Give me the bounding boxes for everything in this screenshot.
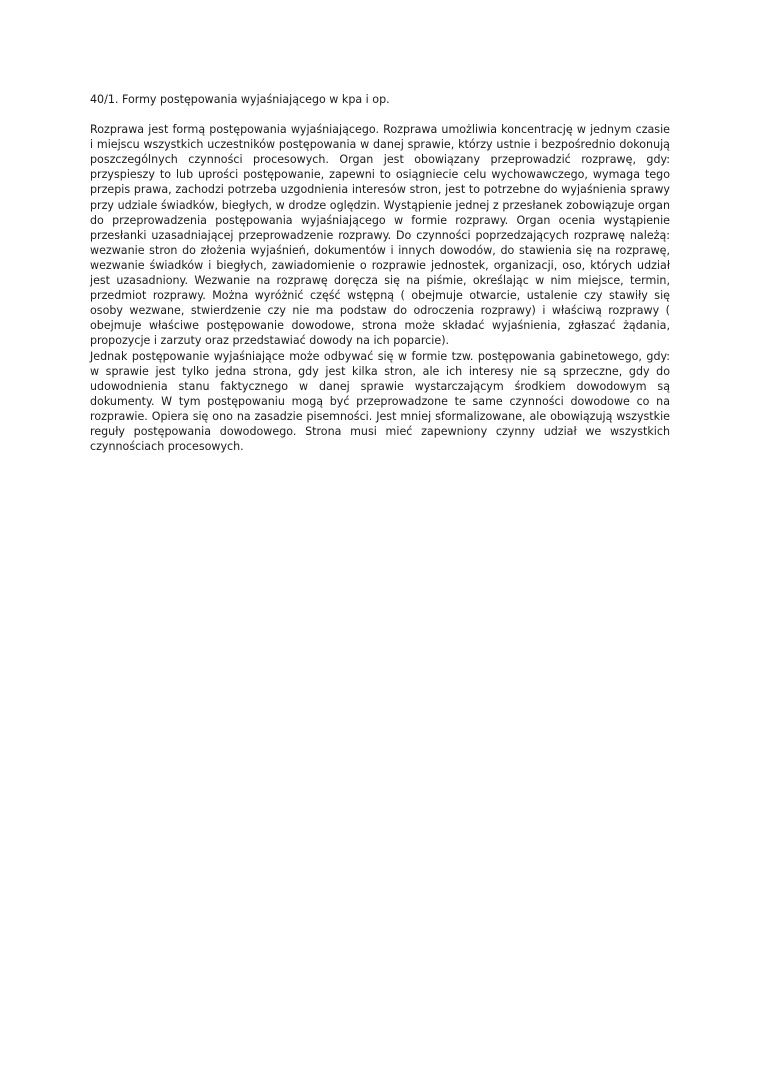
paragraph-rozprawa: Rozprawa jest formą postępowania wyjaśniającego. Rozprawa umożliwia koncentrację w jednym czasie i miejscu wszystkich uczestników postępowania w danej sprawie, którzy ustnie i bezpośrednio dokonują poszczególnych czynności procesowych. Organ jest obowiązany przeprowadzić rozprawę, gdy: przyspieszy to lub uprości postępowanie, zapewni to osiągniecie celu wychowawczego, wymaga tego przepis prawa, zachodzi potrzeba uzgodnienia interesów stron, jest to potrzebne do wyjaśnienia sprawy przy udziale świadków, biegłych, w drodze oględzin. Wystąpienie jednej z przesłanek zobowiązuje organ do przeprowadzenia postępowania wyjaśniającego w formie rozprawy. Organ ocenia wystąpienie przesłanki uzasadniającej przeprowadzenie rozprawy. Do czynności poprzedzających rozprawę należą: wezwanie stron do złożenia wyjaśnień, dokumentów i innych dowodów, do stawienia się na rozprawę, wezwanie świadków i biegłych, zawiadomienie o rozprawie jednostek, organizacji, oso, których udział jest uzasadniony. Wezwanie na rozprawę doręcza się na piśmie, określając w nim miejsce, termin, przedmiot rozprawy. Można wyróżnić część wstępną ( obejmuje otwarcie, ustalenie czy stawiły się osoby wezwane, stwierdzenie czy nie ma podstaw do odroczenia rozprawy) i właściwą rozprawy ( obejmuje właściwe postępowanie dowodowe, strona może składać wyjaśnienia, zgłaszać żądania, propozycje i zarzuty oraz przedstawiać dowody na ich poparcie). <box>90 123 670 348</box>
document-title: 40/1. Formy postępowania wyjaśniającego w kpa i op. <box>90 93 390 106</box>
document-page <box>90 92 670 454</box>
paragraph-postepowanie-gabinetowe: Jednak postępowanie wyjaśniające może odbywać się w formie tzw. postępowania gabinetowego, gdy: w sprawie jest tylko jedna strona, gdy jest kilka stron, ale ich interesy nie są sprzeczne, gdy do udowodnienia stanu faktycznego w danej sprawie wystarczającym środkiem dowodowym są dokumenty. W tym postępowaniu mogą być przeprowadzone te same czynności dowodowe co na rozprawie. Opiera się ono na zasadzie pisemności. Jest mniej sformalizowane, ale obowiązują wszystkie reguły postępowania dowodowego. Strona musi mieć zapewniony czynny udział we wszystkich czynnościach procesowych. <box>90 349 670 454</box>
